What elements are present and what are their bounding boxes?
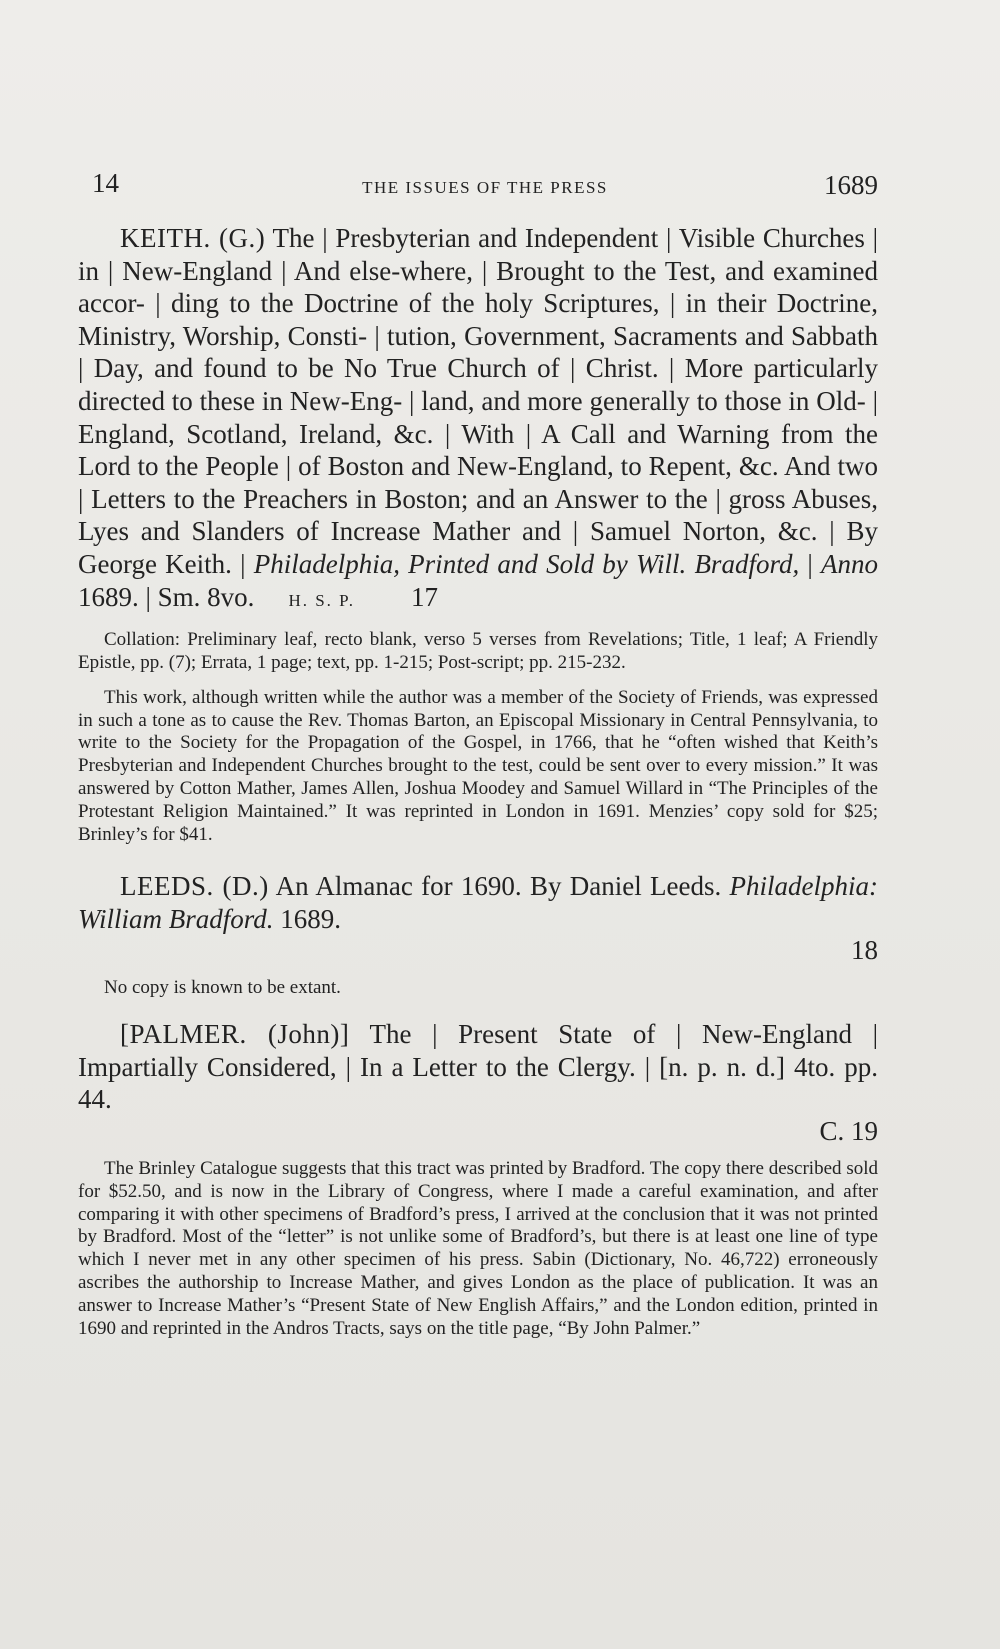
page-body xyxy=(78,222,878,1340)
entry-author: LEEDS. (D.) xyxy=(120,871,269,902)
entry-note: Collation: Preliminary leaf, recto blank, verso 5 verses from Revelations; Title, 1 leaf; A Friendly Epistle, pp. (7); Errata, 1 page; text, pp. 1-215; Post-script; pp. 215-232. xyxy=(78,629,878,673)
entry-location: C. xyxy=(819,1116,845,1147)
entry-imprint: Philadelphia, Printed and Sold by Will. Bradford, xyxy=(253,548,800,579)
entry-title: An Almanac for 1690. By Daniel Leeds. xyxy=(275,871,722,902)
entry-text xyxy=(78,222,878,617)
entry-title: The | Presbyterian and Independent | Visible Churches | in | New-England | And else-where, | Brought to the Test, and examined accor- | ding to the Doctrine of the holy Scriptures, | in their Doctrine, Ministry, Worship, Consti- | tution, Government, Sacraments and Sabbath | Day, and found to be No True Church of | Christ. | More particularly directed to these in New-Eng- | land, and more generally to those in Old- | England, Scotland, Ireland, &c. | With | A Call and Warning from the Lord to the People | of Boston and New-England, to Repent, &c. And two | Letters to the Preachers in Boston; and an Answer to the | gross Abuses, Lyes and Slanders of Increase Mather and | Samuel Norton, &c. | By George Keith. | xyxy=(78,223,878,579)
entry-date-format: 1689. | Sm. 8vo. xyxy=(78,581,255,612)
bibliography-entry xyxy=(78,870,878,1000)
bibliography-entry xyxy=(78,1018,878,1340)
entry-title: The | Present State of | New-England | Impartially Considered, | In a Letter to the Clergy. | [n. p. n. d.] 4to. pp. 44. xyxy=(78,1019,878,1115)
running-title: THE ISSUES OF THE PRESS xyxy=(362,178,608,197)
page-header xyxy=(92,168,878,208)
entry-note: This work, although written while the author was a member of the Society of Friends, was expressed in such a tone as to cause the Rev. Thomas Barton, an Episcopal Missionary in Central Pennsylvania, to write to the Society for the Propagation of the Gospel, in 1766, that he “often wished that Keith’s Presbyterian and Independent Churches brought to the test, could be sent over to every mission.” It was answered by Cotton Mather, James Allen, Joshua Moodey and Samuel Willard in “The Principles of the Protestant Religion Maintained.” It was reprinted in London in 1691. Menzies’ copy sold for $25; Brinley’s for $41. xyxy=(78,686,878,845)
entry-number: 17 xyxy=(411,581,438,612)
entry-location-number xyxy=(78,1116,878,1146)
header-year: 1689 xyxy=(824,170,878,200)
page-number: 14 xyxy=(92,168,119,198)
entry-number: 19 xyxy=(851,1116,878,1147)
entry-anno: Anno xyxy=(821,548,879,579)
entry-year: 1689. xyxy=(280,903,342,934)
entry-location: H. S. P. xyxy=(288,590,355,610)
entry-note: The Brinley Catalogue suggests that this tract was printed by Bradford. The copy there described sold for $52.50, and is now in the Library of Congress, where I made a careful examination, and after comparing it with other specimens of Bradford’s press, I arrived at the conclusion that it was not printed by Bradford. Most of the “letter” is not unlike some of Bradford’s, but there is at least one line of type which I never met in any other specimen of his press. Sabin (Dictionary, No. 46,722) erroneously ascribes the authorship to Increase Mather, and gives London as the place of publication. It was an answer to Increase Mather’s “Present State of New English Affairs,” and the London edition, printed in 1690 and reprinted in the Andros Tracts, says on the title page, “By John Palmer.” xyxy=(78,1158,878,1339)
entry-note: No copy is known to be extant. xyxy=(104,977,341,999)
entry-author: KEITH. (G.) xyxy=(120,223,266,253)
entry-number: 18 xyxy=(851,935,878,966)
entry-text xyxy=(78,1018,878,1116)
entry-separator: | xyxy=(807,548,813,579)
bibliography-entry xyxy=(78,222,878,846)
entry-imprint: Philadelphia: William Bradford. xyxy=(78,871,878,934)
entry-author: [PALMER. (John)] xyxy=(120,1019,350,1050)
entry-text xyxy=(78,870,878,935)
